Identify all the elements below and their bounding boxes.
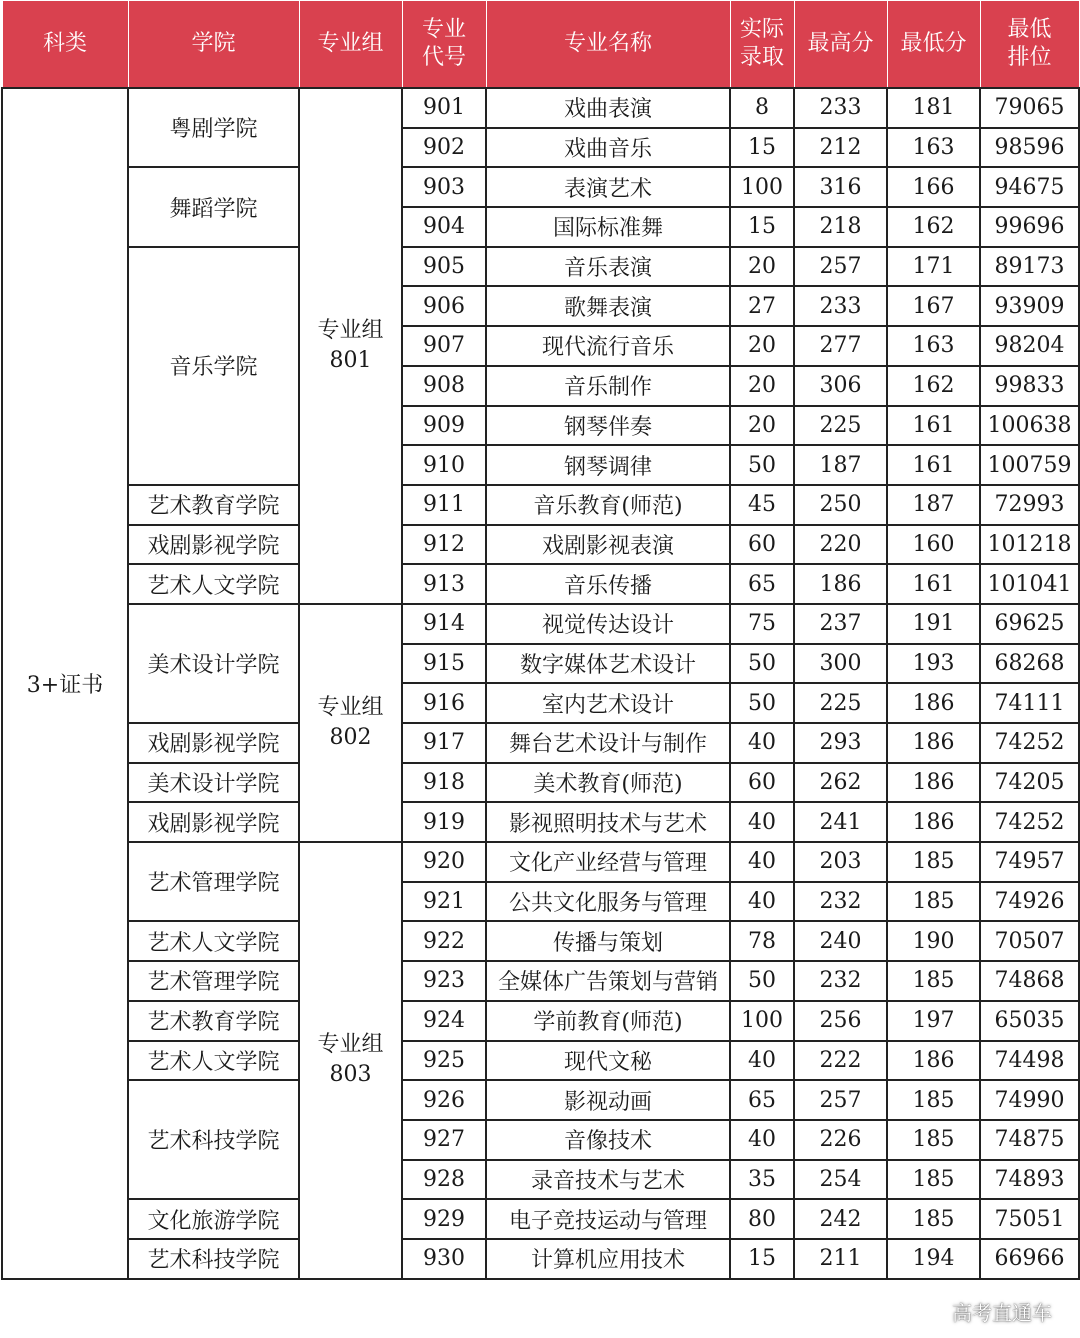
- admitted-count-cell: 20: [730, 247, 794, 287]
- table-row: [2, 1041, 1079, 1081]
- college-cell: 文化旅游学院: [128, 1199, 299, 1239]
- min-rank-cell: 75051: [980, 1199, 1079, 1239]
- table-row: [2, 1080, 1079, 1120]
- min-score-cell: 190: [887, 921, 980, 961]
- major-code-cell: 916: [402, 683, 486, 723]
- header-min-rank: 最低排位: [980, 1, 1079, 89]
- major-name-cell: 音像技术: [486, 1120, 730, 1160]
- max-score-cell: 262: [794, 763, 887, 803]
- college-cell: 艺术人文学院: [128, 564, 299, 604]
- major-name-cell: 国际标准舞: [486, 207, 730, 247]
- major-name-cell: 影视动画: [486, 1080, 730, 1120]
- min-rank-cell: 74498: [980, 1041, 1079, 1081]
- min-score-cell: 185: [887, 1160, 980, 1200]
- max-score-cell: 250: [794, 485, 887, 525]
- min-score-cell: 185: [887, 842, 980, 882]
- college-cell: 音乐学院: [128, 247, 299, 485]
- min-rank-cell: 74252: [980, 723, 1079, 763]
- major-code-cell: 914: [402, 604, 486, 644]
- major-code-cell: 915: [402, 644, 486, 684]
- min-rank-cell: 70507: [980, 921, 1079, 961]
- max-score-cell: 257: [794, 1080, 887, 1120]
- admitted-count-cell: 65: [730, 564, 794, 604]
- admitted-count-cell: 50: [730, 683, 794, 723]
- header-major-name: 专业名称: [486, 1, 730, 89]
- min-rank-cell: 74926: [980, 882, 1079, 922]
- major-code-cell: 910: [402, 445, 486, 485]
- min-score-cell: 191: [887, 604, 980, 644]
- min-rank-cell: 98204: [980, 326, 1079, 366]
- admitted-count-cell: 100: [730, 167, 794, 207]
- major-code-cell: 928: [402, 1160, 486, 1200]
- major-name-cell: 戏曲表演: [486, 88, 730, 128]
- admitted-count-cell: 50: [730, 644, 794, 684]
- min-score-cell: 194: [887, 1239, 980, 1279]
- table-row: [2, 842, 1079, 882]
- admitted-count-cell: 20: [730, 366, 794, 406]
- min-score-cell: 161: [887, 406, 980, 446]
- min-rank-cell: 74868: [980, 961, 1079, 1001]
- admission-score-table: [1, 0, 1080, 1280]
- min-rank-cell: 101218: [980, 525, 1079, 565]
- admitted-count-cell: 40: [730, 842, 794, 882]
- college-cell: 美术设计学院: [128, 763, 299, 803]
- college-cell: 艺术管理学院: [128, 842, 299, 921]
- major-code-cell: 902: [402, 128, 486, 168]
- major-name-cell: 音乐传播: [486, 564, 730, 604]
- header-min-score: 最低分: [887, 1, 980, 89]
- college-cell: 艺术教育学院: [128, 1001, 299, 1041]
- table-row: [2, 1199, 1079, 1239]
- table-row: [2, 1001, 1079, 1041]
- college-cell: 艺术人文学院: [128, 1041, 299, 1081]
- major-name-cell: 音乐教育(师范): [486, 485, 730, 525]
- max-score-cell: 233: [794, 88, 887, 128]
- admitted-count-cell: 15: [730, 128, 794, 168]
- major-name-cell: 现代流行音乐: [486, 326, 730, 366]
- major-name-cell: 室内艺术设计: [486, 683, 730, 723]
- major-name-cell: 计算机应用技术: [486, 1239, 730, 1279]
- admitted-count-cell: 78: [730, 921, 794, 961]
- major-name-cell: 歌舞表演: [486, 286, 730, 326]
- college-cell: 舞蹈学院: [128, 167, 299, 246]
- major-name-cell: 音乐表演: [486, 247, 730, 287]
- min-score-cell: 166: [887, 167, 980, 207]
- admitted-count-cell: 75: [730, 604, 794, 644]
- max-score-cell: 226: [794, 1120, 887, 1160]
- min-score-cell: 186: [887, 802, 980, 842]
- admitted-count-cell: 40: [730, 1041, 794, 1081]
- major-code-cell: 904: [402, 207, 486, 247]
- header-group: 专业组: [299, 1, 402, 89]
- college-cell: 戏剧影视学院: [128, 525, 299, 565]
- max-score-cell: 277: [794, 326, 887, 366]
- min-score-cell: 186: [887, 683, 980, 723]
- group-cell: [299, 88, 402, 604]
- major-name-cell: 传播与策划: [486, 921, 730, 961]
- college-cell: 艺术人文学院: [128, 921, 299, 961]
- min-score-cell: 185: [887, 1080, 980, 1120]
- admitted-count-cell: 50: [730, 445, 794, 485]
- min-score-cell: 185: [887, 961, 980, 1001]
- max-score-cell: 225: [794, 683, 887, 723]
- college-cell: 戏剧影视学院: [128, 802, 299, 842]
- admitted-count-cell: 15: [730, 207, 794, 247]
- table-row: [2, 723, 1079, 763]
- admitted-count-cell: 40: [730, 882, 794, 922]
- major-code-cell: 919: [402, 802, 486, 842]
- min-score-cell: 187: [887, 485, 980, 525]
- watermark: 高考直通车: [952, 1301, 1052, 1325]
- min-score-cell: 163: [887, 128, 980, 168]
- major-code-cell: 907: [402, 326, 486, 366]
- admitted-count-cell: 60: [730, 525, 794, 565]
- max-score-cell: 232: [794, 882, 887, 922]
- min-rank-cell: 93909: [980, 286, 1079, 326]
- max-score-cell: 240: [794, 921, 887, 961]
- max-score-cell: 187: [794, 445, 887, 485]
- min-rank-cell: 98596: [980, 128, 1079, 168]
- major-code-cell: 927: [402, 1120, 486, 1160]
- min-rank-cell: 89173: [980, 247, 1079, 287]
- min-rank-cell: 79065: [980, 88, 1079, 128]
- min-rank-cell: 100638: [980, 406, 1079, 446]
- major-name-cell: 戏曲音乐: [486, 128, 730, 168]
- table-row: [2, 1239, 1079, 1279]
- major-name-cell: 文化产业经营与管理: [486, 842, 730, 882]
- major-name-cell: 数字媒体艺术设计: [486, 644, 730, 684]
- admitted-count-cell: 40: [730, 802, 794, 842]
- major-name-cell: 全媒体广告策划与营销: [486, 961, 730, 1001]
- table-row: [2, 88, 1079, 128]
- group-label: 专业组803: [317, 1032, 384, 1088]
- major-code-cell: 920: [402, 842, 486, 882]
- min-score-cell: 186: [887, 1041, 980, 1081]
- major-code-cell: 918: [402, 763, 486, 803]
- college-cell: 粤剧学院: [128, 88, 299, 167]
- college-cell: 艺术教育学院: [128, 485, 299, 525]
- max-score-cell: 218: [794, 207, 887, 247]
- max-score-cell: 306: [794, 366, 887, 406]
- table-row: [2, 961, 1079, 1001]
- major-name-cell: 钢琴调律: [486, 445, 730, 485]
- major-code-cell: 923: [402, 961, 486, 1001]
- min-rank-cell: 101041: [980, 564, 1079, 604]
- major-name-cell: 电子竞技运动与管理: [486, 1199, 730, 1239]
- major-name-cell: 学前教育(师范): [486, 1001, 730, 1041]
- max-score-cell: 237: [794, 604, 887, 644]
- major-name-cell: 音乐制作: [486, 366, 730, 406]
- min-rank-cell: 66966: [980, 1239, 1079, 1279]
- major-code-cell: 913: [402, 564, 486, 604]
- min-score-cell: 161: [887, 564, 980, 604]
- group-cell: [299, 842, 402, 1279]
- table-row: [2, 921, 1079, 961]
- max-score-cell: 300: [794, 644, 887, 684]
- major-code-cell: 903: [402, 167, 486, 207]
- min-score-cell: 186: [887, 723, 980, 763]
- max-score-cell: 241: [794, 802, 887, 842]
- max-score-cell: 212: [794, 128, 887, 168]
- min-score-cell: 160: [887, 525, 980, 565]
- min-rank-cell: 74893: [980, 1160, 1079, 1200]
- major-name-cell: 美术教育(师范): [486, 763, 730, 803]
- major-code-cell: 901: [402, 88, 486, 128]
- major-code-cell: 908: [402, 366, 486, 406]
- major-name-cell: 视觉传达设计: [486, 604, 730, 644]
- major-name-cell: 表演艺术: [486, 167, 730, 207]
- major-code-cell: 909: [402, 406, 486, 446]
- min-score-cell: 185: [887, 1199, 980, 1239]
- header-category: 科类: [2, 1, 128, 89]
- min-rank-cell: 65035: [980, 1001, 1079, 1041]
- max-score-cell: 256: [794, 1001, 887, 1041]
- min-rank-cell: 100759: [980, 445, 1079, 485]
- min-rank-cell: 72993: [980, 485, 1079, 525]
- admitted-count-cell: 15: [730, 1239, 794, 1279]
- admitted-count-cell: 20: [730, 406, 794, 446]
- min-rank-cell: 74111: [980, 683, 1079, 723]
- admitted-count-cell: 20: [730, 326, 794, 366]
- admitted-count-cell: 60: [730, 763, 794, 803]
- table-row: [2, 485, 1079, 525]
- group-label: 专业组802: [317, 695, 384, 750]
- max-score-cell: 186: [794, 564, 887, 604]
- max-score-cell: 203: [794, 842, 887, 882]
- min-score-cell: 162: [887, 366, 980, 406]
- max-score-cell: 232: [794, 961, 887, 1001]
- max-score-cell: 233: [794, 286, 887, 326]
- max-score-cell: 220: [794, 525, 887, 565]
- max-score-cell: 293: [794, 723, 887, 763]
- college-cell: 艺术管理学院: [128, 961, 299, 1001]
- admitted-count-cell: 100: [730, 1001, 794, 1041]
- major-code-cell: 924: [402, 1001, 486, 1041]
- min-rank-cell: 74957: [980, 842, 1079, 882]
- header-row: [2, 1, 1079, 89]
- table-row: [2, 247, 1079, 287]
- category-cell: 3+证书: [2, 88, 128, 1279]
- header-college: 学院: [128, 1, 299, 89]
- admitted-count-cell: 40: [730, 723, 794, 763]
- table-row: [2, 763, 1079, 803]
- major-code-cell: 905: [402, 247, 486, 287]
- min-rank-cell: 74990: [980, 1080, 1079, 1120]
- table-row: [2, 802, 1079, 842]
- major-code-cell: 917: [402, 723, 486, 763]
- min-score-cell: 162: [887, 207, 980, 247]
- min-rank-cell: 68268: [980, 644, 1079, 684]
- table-row: [2, 525, 1079, 565]
- max-score-cell: 257: [794, 247, 887, 287]
- table-row: [2, 564, 1079, 604]
- admitted-count-cell: 40: [730, 1120, 794, 1160]
- admitted-count-cell: 80: [730, 1199, 794, 1239]
- min-score-cell: 163: [887, 326, 980, 366]
- major-name-cell: 现代文秘: [486, 1041, 730, 1081]
- table-body: [2, 88, 1079, 1279]
- min-score-cell: 161: [887, 445, 980, 485]
- admitted-count-cell: 45: [730, 485, 794, 525]
- major-code-cell: 912: [402, 525, 486, 565]
- admitted-count-cell: 50: [730, 961, 794, 1001]
- college-cell: 戏剧影视学院: [128, 723, 299, 763]
- major-code-cell: 921: [402, 882, 486, 922]
- table-row: [2, 604, 1079, 644]
- min-score-cell: 186: [887, 763, 980, 803]
- max-score-cell: 242: [794, 1199, 887, 1239]
- college-cell: 艺术科技学院: [128, 1080, 299, 1199]
- college-cell: 美术设计学院: [128, 604, 299, 723]
- min-score-cell: 193: [887, 644, 980, 684]
- min-score-cell: 185: [887, 882, 980, 922]
- max-score-cell: 211: [794, 1239, 887, 1279]
- major-name-cell: 录音技术与艺术: [486, 1160, 730, 1200]
- major-name-cell: 公共文化服务与管理: [486, 882, 730, 922]
- min-rank-cell: 99833: [980, 366, 1079, 406]
- min-rank-cell: 74252: [980, 802, 1079, 842]
- max-score-cell: 225: [794, 406, 887, 446]
- major-code-cell: 929: [402, 1199, 486, 1239]
- header-max-score: 最高分: [794, 1, 887, 89]
- major-name-cell: 钢琴伴奏: [486, 406, 730, 446]
- major-code-cell: 926: [402, 1080, 486, 1120]
- admitted-count-cell: 65: [730, 1080, 794, 1120]
- major-name-cell: 戏剧影视表演: [486, 525, 730, 565]
- min-score-cell: 185: [887, 1120, 980, 1160]
- admitted-count-cell: 35: [730, 1160, 794, 1200]
- group-label: 专业组801: [317, 317, 384, 373]
- min-score-cell: 171: [887, 247, 980, 287]
- max-score-cell: 254: [794, 1160, 887, 1200]
- min-rank-cell: 69625: [980, 604, 1079, 644]
- max-score-cell: 222: [794, 1041, 887, 1081]
- header-admitted: 实际录取: [730, 1, 794, 89]
- min-score-cell: 197: [887, 1001, 980, 1041]
- header-code: 专业代号: [402, 1, 486, 89]
- major-code-cell: 906: [402, 286, 486, 326]
- min-rank-cell: 94675: [980, 167, 1079, 207]
- table-row: [2, 167, 1079, 207]
- admitted-count-cell: 27: [730, 286, 794, 326]
- min-rank-cell: 74875: [980, 1120, 1079, 1160]
- major-code-cell: 911: [402, 485, 486, 525]
- group-cell: [299, 604, 402, 842]
- major-code-cell: 922: [402, 921, 486, 961]
- major-name-cell: 影视照明技术与艺术: [486, 802, 730, 842]
- major-code-cell: 930: [402, 1239, 486, 1279]
- admitted-count-cell: 8: [730, 88, 794, 128]
- min-score-cell: 181: [887, 88, 980, 128]
- min-rank-cell: 74205: [980, 763, 1079, 803]
- major-name-cell: 舞台艺术设计与制作: [486, 723, 730, 763]
- min-rank-cell: 99696: [980, 207, 1079, 247]
- college-cell: 艺术科技学院: [128, 1239, 299, 1279]
- max-score-cell: 316: [794, 167, 887, 207]
- major-code-cell: 925: [402, 1041, 486, 1081]
- min-score-cell: 167: [887, 286, 980, 326]
